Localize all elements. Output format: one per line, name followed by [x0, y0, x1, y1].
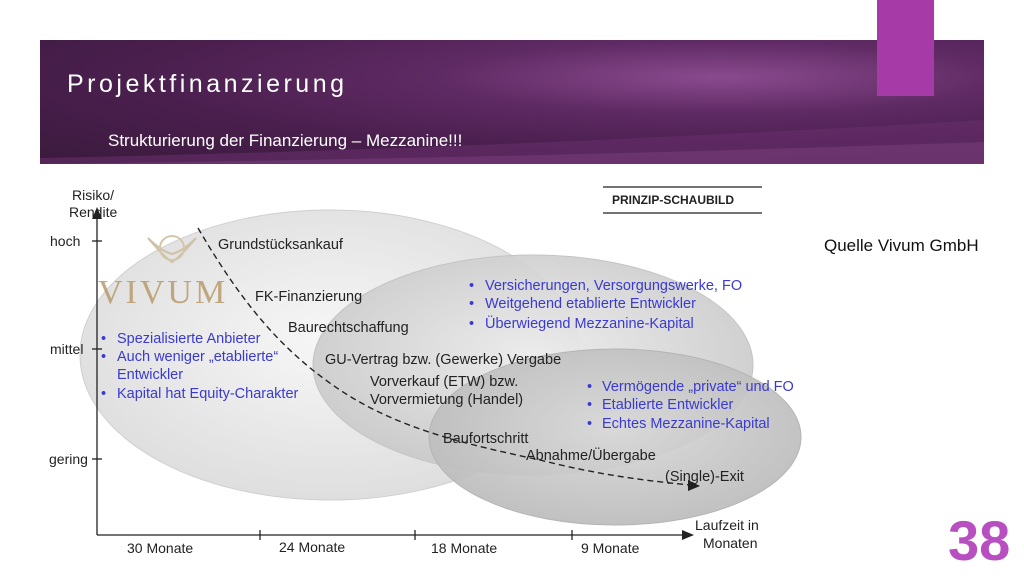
x-tick-9: 9 Monate: [581, 540, 640, 556]
x-axis-label-line1: Laufzeit in: [695, 517, 759, 533]
list-item: Weitgehend etablierte Entwickler: [485, 296, 696, 312]
y-axis-label-line1: Risiko/: [72, 187, 115, 203]
y-axis-label-line2: Rendite: [69, 204, 118, 220]
page-number: 38: [948, 509, 1011, 572]
phase-grundstuecksankauf: Grundstücksankauf: [218, 237, 343, 253]
phase-fk-finanzierung: FK-Finanzierung: [255, 289, 363, 305]
list-item: Versicherungen, Versorgungswerke, FO: [485, 278, 743, 294]
bullet: •: [101, 386, 107, 402]
y-tick-high: hoch: [50, 233, 81, 249]
x-tick-30: 30 Monate: [127, 540, 194, 556]
x-tick-24: 24 Monate: [279, 539, 346, 555]
bullet: •: [587, 379, 593, 395]
bullet: •: [469, 316, 475, 332]
bullet: •: [587, 397, 593, 413]
bullet: •: [469, 296, 475, 312]
logo-text: VIVUM: [98, 274, 229, 311]
list-item: Kapital hat Equity-Charakter: [117, 386, 299, 402]
page-subtitle: Strukturierung der Finanzierung – Mezzanine!!!: [108, 131, 463, 150]
phase-baurechtschaffung: Baurechtschaffung: [288, 320, 409, 336]
list-item: Spezialisierte Anbieter: [117, 331, 261, 347]
source-note: Quelle Vivum GmbH: [824, 236, 979, 255]
phase-baufortschritt: Baufortschritt: [443, 431, 529, 447]
y-tick-low: gering: [49, 451, 88, 467]
phase-exit: (Single)-Exit: [665, 469, 744, 485]
bullet: •: [587, 416, 593, 432]
list-item: Etablierte Entwickler: [602, 397, 734, 413]
x-axis-arrowhead: [682, 530, 694, 540]
list-item: Vermögende „private“ und FO: [602, 379, 794, 395]
list-item: Echtes Mezzanine-Kapital: [602, 416, 770, 432]
x-axis-label-line2: Monaten: [703, 535, 758, 551]
y-tick-medium: mittel: [50, 341, 84, 357]
bullet: •: [101, 331, 107, 347]
list-item: Auch weniger „etablierte“: [117, 349, 279, 365]
x-tick-18: 18 Monate: [431, 540, 498, 556]
bullet: •: [469, 278, 475, 294]
phase-gu-vertrag: GU-Vertrag bzw. (Gewerke) Vergabe: [325, 352, 562, 368]
list-item: Entwickler: [117, 367, 184, 383]
phase-vorverkauf: Vorverkauf (ETW) bzw.: [370, 374, 519, 390]
page-title: Projektfinanzierung: [67, 70, 348, 98]
bullet: •: [101, 349, 107, 365]
list-item: Überwiegend Mezzanine-Kapital: [485, 316, 694, 332]
badge-prinzip-schaubild: PRINZIP-SCHAUBILD: [612, 193, 734, 207]
phase-vorvermietung: Vorvermietung (Handel): [370, 392, 524, 408]
phase-abnahme: Abnahme/Übergabe: [526, 448, 656, 464]
